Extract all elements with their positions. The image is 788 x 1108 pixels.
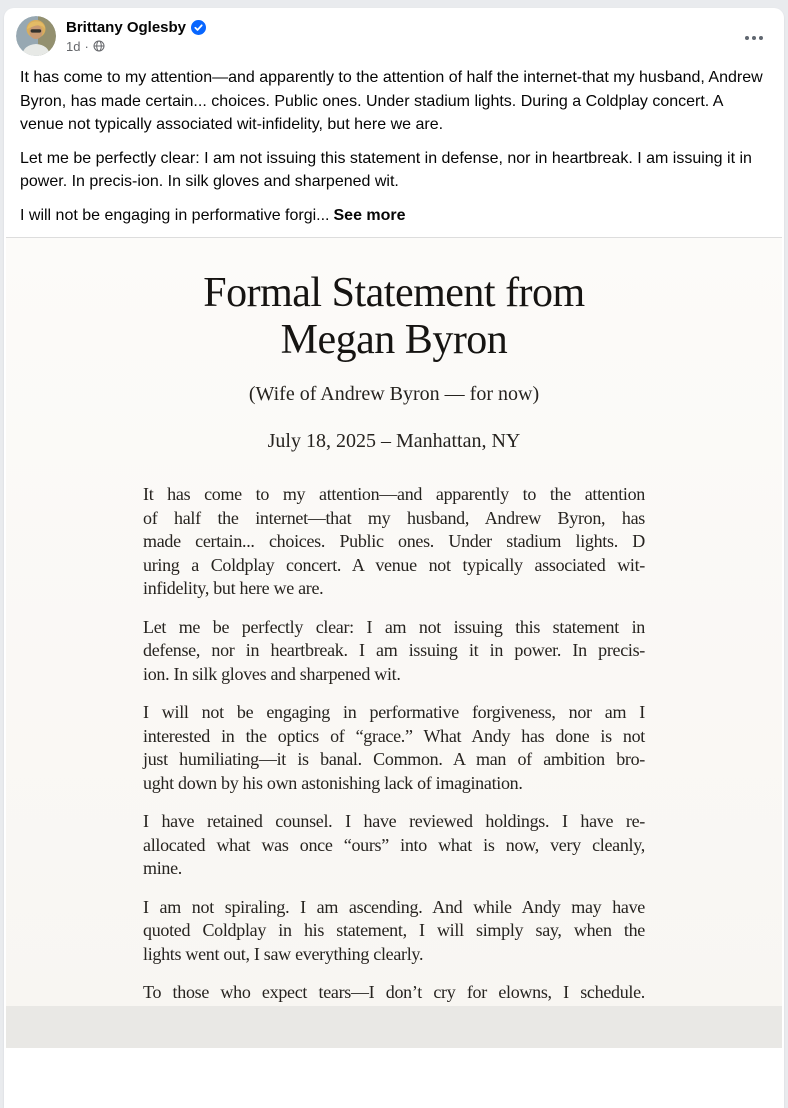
statement-paragraph [143, 810, 645, 881]
statement-line: interested in the optics of “grace.” What Andy has done is not [143, 725, 645, 746]
statement-line: lights went out, I saw everything clearly. [143, 943, 424, 964]
statement-body [143, 483, 645, 1028]
statement-line: quoted Coldplay in his statement, I will simply say, when the [143, 920, 645, 941]
header-info [66, 19, 206, 54]
statement-line: ion. In silk gloves and sharpened wit. [143, 663, 401, 684]
more-options-button[interactable] [738, 22, 770, 54]
author-name: Brittany Oglesby [66, 18, 187, 36]
globe-icon [93, 40, 105, 52]
statement-paragraph [143, 616, 645, 687]
ellipsis-icon [745, 36, 763, 40]
statement-line: mine. [143, 858, 182, 879]
statement-title-line: Formal Statement from [203, 270, 585, 317]
statement-line: infidelity, but here we are. [143, 578, 324, 599]
statement-line: I have retained counsel. I have reviewed holdings. I have re- [143, 811, 645, 832]
meta-separator: · [84, 38, 89, 54]
statement-line: To those who expect tears—I don’t cry for elowns, I schedule. [143, 982, 645, 1003]
statement-line: uring a Coldplay concert. A venue not typically associated wit- [143, 554, 645, 575]
statement-line: It has come to my attention—and apparently to the attention [143, 484, 645, 505]
statement-line: allocated what was once “ours” into what is now, very cleanly, [143, 834, 645, 855]
statement-paragraph [143, 483, 645, 601]
statement-title [6, 270, 782, 364]
post-text [4, 56, 784, 227]
statement-line: I will not be engaging in performative forgiveness, nor am I [143, 702, 645, 723]
statement-line: ught down by his own astonishing lack of imagination. [143, 772, 523, 793]
see-more-button[interactable]: See more [333, 206, 406, 224]
statement-image[interactable] [6, 237, 782, 1048]
statement-line: made certain... choices. Public ones. Under stadium lights. D [143, 531, 645, 552]
statement-dateline: July 18, 2025 – Manhattan, NY [267, 430, 521, 453]
statement-line: just humiliating—it is banal. Common. A man of ambition bro- [143, 749, 645, 770]
verified-badge-icon [191, 20, 206, 35]
truncated-text: I will not be engaging in performative forgi... [20, 206, 330, 224]
statement-line: defense, nor in heartbreak. I am issuing it in power. In precis- [143, 640, 645, 661]
photo-bottom-strip [6, 1006, 782, 1048]
avatar[interactable] [16, 16, 56, 56]
post-paragraph-truncated [20, 204, 768, 228]
statement-line: Let me be perfectly clear: I am not issuing this statement in [143, 616, 645, 637]
post-meta [66, 39, 206, 54]
timestamp[interactable]: 1d [66, 38, 81, 54]
post-card [4, 8, 784, 1108]
post-header [4, 8, 784, 56]
statement-line: I am not spiraling. I am ascending. And while Andy may have [143, 896, 645, 917]
post-paragraph: It has come to my attention—and apparently to the attention of half the internet-that my husband, Andrew Byron, has made certain... choices. Public ones. Under stadium lights. During a Coldplay concert. A venue not typically associated wit-infidelity, but here we are. [20, 69, 763, 134]
statement-paragraph [143, 896, 645, 967]
avatar-photo [16, 16, 56, 56]
post-paragraph: Let me be perfectly clear: I am not issuing this statement in defense, nor in heartbreak. I am issuing it in power. In precis-ion. In silk gloves and sharpened wit. [20, 149, 752, 191]
statement-line: of half the internet—that my husband, Andrew Byron, has [143, 507, 645, 528]
statement-subtitle: (Wife of Andrew Byron — for now) [248, 383, 540, 406]
statement-title-line: Megan Byron [280, 317, 508, 364]
author-link[interactable] [66, 19, 206, 36]
statement-paragraph [143, 701, 645, 795]
